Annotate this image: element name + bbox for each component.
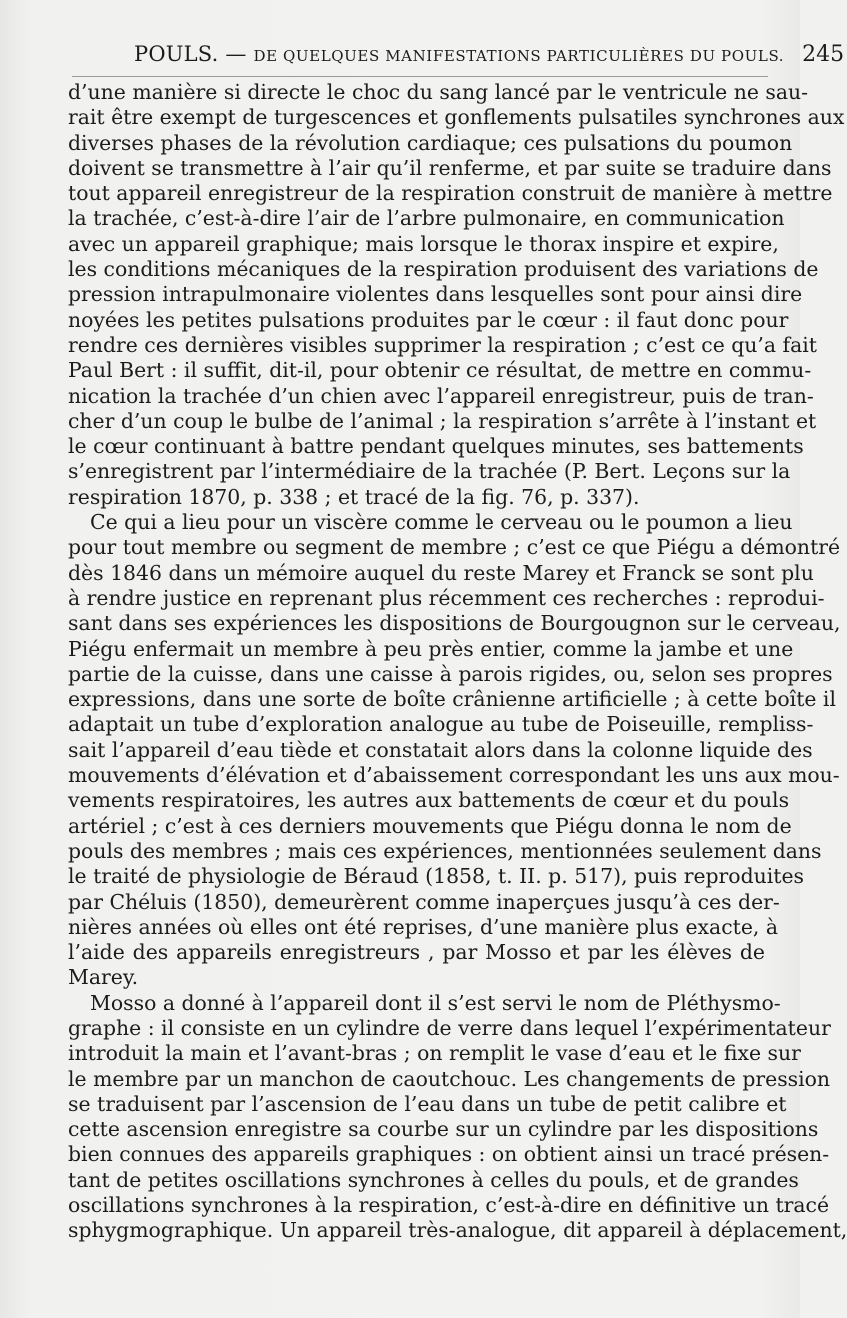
page-number: 245 [802, 42, 845, 67]
text-line: bien connues des appareils graphiques : on obtient ainsi un tracé présen- [68, 1142, 830, 1167]
text-line: dès 1846 dans un mémoire auquel du reste Marey et Franck se sont plu [68, 560, 814, 585]
text-line: vements respiratoires, les autres aux battements de cœur et du pouls [68, 788, 790, 813]
text-line: se traduisent par l’ascension de l’eau dans un tube de petit calibre et [68, 1091, 787, 1116]
text-line: doivent se transmettre à l’air qu’il renferme, et par suite se traduire dans [68, 155, 832, 180]
text-line: Mosso a donné à l’appareil dont il s’est servi le nom de Pléthysmo- [90, 990, 781, 1015]
text-line: sphygmographique. Un appareil très-analogue, dit appareil à déplacement, [68, 1218, 847, 1243]
running-title [72, 42, 784, 66]
paragraph [68, 990, 847, 1244]
text-line: l’aide des appareils enregistreurs , par Mosso et par les élèves de [68, 940, 765, 965]
text-line: oscillations synchrones à la respiration, c’est-à-dire en définitive un tracé [68, 1193, 830, 1218]
text-line: Piégu enfermait un membre à peu près entier, comme la jambe et une [68, 636, 794, 661]
text-line: graphe : il consiste en un cylindre de verre dans lequel l’expérimentateur [68, 1015, 831, 1040]
text-line: pouls des membres ; mais ces expériences, mentionnées seulement dans [68, 838, 822, 863]
text-line: partie de la cuisse, dans une caisse à parois rigides, ou, selon ses propres [68, 661, 833, 686]
text-line: sait l’appareil d’eau tiède et constatait alors dans la colonne liquide des [68, 737, 813, 762]
paragraph [68, 510, 841, 991]
text-line: pression intrapulmonaire violentes dans lesquelles sont pour ainsi dire [68, 282, 803, 307]
text-line: nières années où elles ont été reprises, d’une manière plus exacte, à [68, 914, 779, 939]
text-line: cette ascension enregistre sa courbe sur un cylindre par les dispositions [68, 1117, 819, 1142]
text-line: tout appareil enregistreur de la respiration construit de manière à mettre [68, 181, 833, 206]
text-line: le membre par un manchon de caoutchouc. Les changements de pression [68, 1066, 831, 1091]
text-line: expressions, dans une sorte de boîte crânienne artificielle ; à cette boîte il [68, 687, 836, 712]
text-line: les conditions mécaniques de la respiration produisent des variations de [68, 257, 819, 282]
running-title-subtitle: DE QUELQUES MANIFESTATIONS PARTICULIÈRES DU POULS. [253, 47, 785, 65]
body-text [68, 80, 847, 1244]
text-line: adaptait un tube d’exploration analogue au tube de Poiseuille, rempliss- [68, 712, 814, 737]
text-line: mouvements d’élévation et d’abaissement correspondant les uns aux mou- [68, 763, 840, 788]
text-line: respiration 1870, p. 338 ; et tracé de la fig. 76, p. 337). [68, 484, 640, 509]
text-line: d’une manière si directe le choc du sang lancé par le ventricule ne sau- [68, 80, 809, 104]
text-line: noyées les petites pulsations produites par le cœur : il faut donc pour [68, 307, 789, 332]
text-line: à rendre justice en reprenant plus récemment ces recherches : reprodui- [68, 585, 825, 610]
text-line: introduit la main et l’avant-bras ; on remplit le vase d’eau et le fixe sur [68, 1041, 801, 1066]
paragraph [68, 80, 845, 510]
running-title-main: POULS. — [134, 42, 247, 66]
text-line: le cœur continuant à battre pendant quelques minutes, ses battements [68, 434, 804, 459]
text-line: tant de petites oscillations synchrones à celles du pouls, et de grandes [68, 1167, 799, 1192]
text-line: s’enregistrent par l’intermédiaire de la trachée (P. Bert. Leçons sur la [68, 459, 791, 484]
text-line: nication la trachée d’un chien avec l’appareil enregistreur, puis de tran- [68, 383, 814, 408]
text-line: cher d’un coup le bulbe de l’animal ; la respiration s’arrête à l’instant et [68, 408, 817, 433]
text-line: par Chéluis (1850), demeurèrent comme inaperçues jusqu’à ces der- [68, 889, 780, 914]
text-line: Paul Bert : il suffit, dit-il, pour obtenir ce résultat, de mettre en commu- [68, 358, 812, 383]
text-line: la trachée, c’est-à-dire l’air de l’arbre pulmonaire, en communication [68, 206, 785, 231]
text-line: sant dans ses expériences les dispositions de Bourgougnon sur le cerveau, [68, 611, 841, 636]
text-line: pour tout membre ou segment de membre ; c’est ce que Piégu a démontré [68, 535, 841, 560]
text-line: Ce qui a lieu pour un viscère comme le cerveau ou le poumon a lieu [90, 510, 793, 535]
running-header [72, 42, 845, 77]
text-line: Marey. [68, 965, 139, 990]
text-line: artériel ; c’est à ces derniers mouvements que Piégu donna le nom de [68, 813, 792, 838]
text-line: rait être exempt de turgescences et gonflements pulsatiles synchrones aux [68, 105, 845, 130]
text-line: avec un appareil graphique; mais lorsque le thorax inspire et expire, [68, 231, 779, 256]
text-line: rendre ces dernières visibles supprimer la respiration ; c’est ce qu’a fait [68, 332, 817, 357]
text-line: le traité de physiologie de Béraud (1858, t. II. p. 517), puis reproduites [68, 864, 805, 889]
text-line: diverses phases de la révolution cardiaque; ces pulsations du poumon [68, 130, 793, 155]
